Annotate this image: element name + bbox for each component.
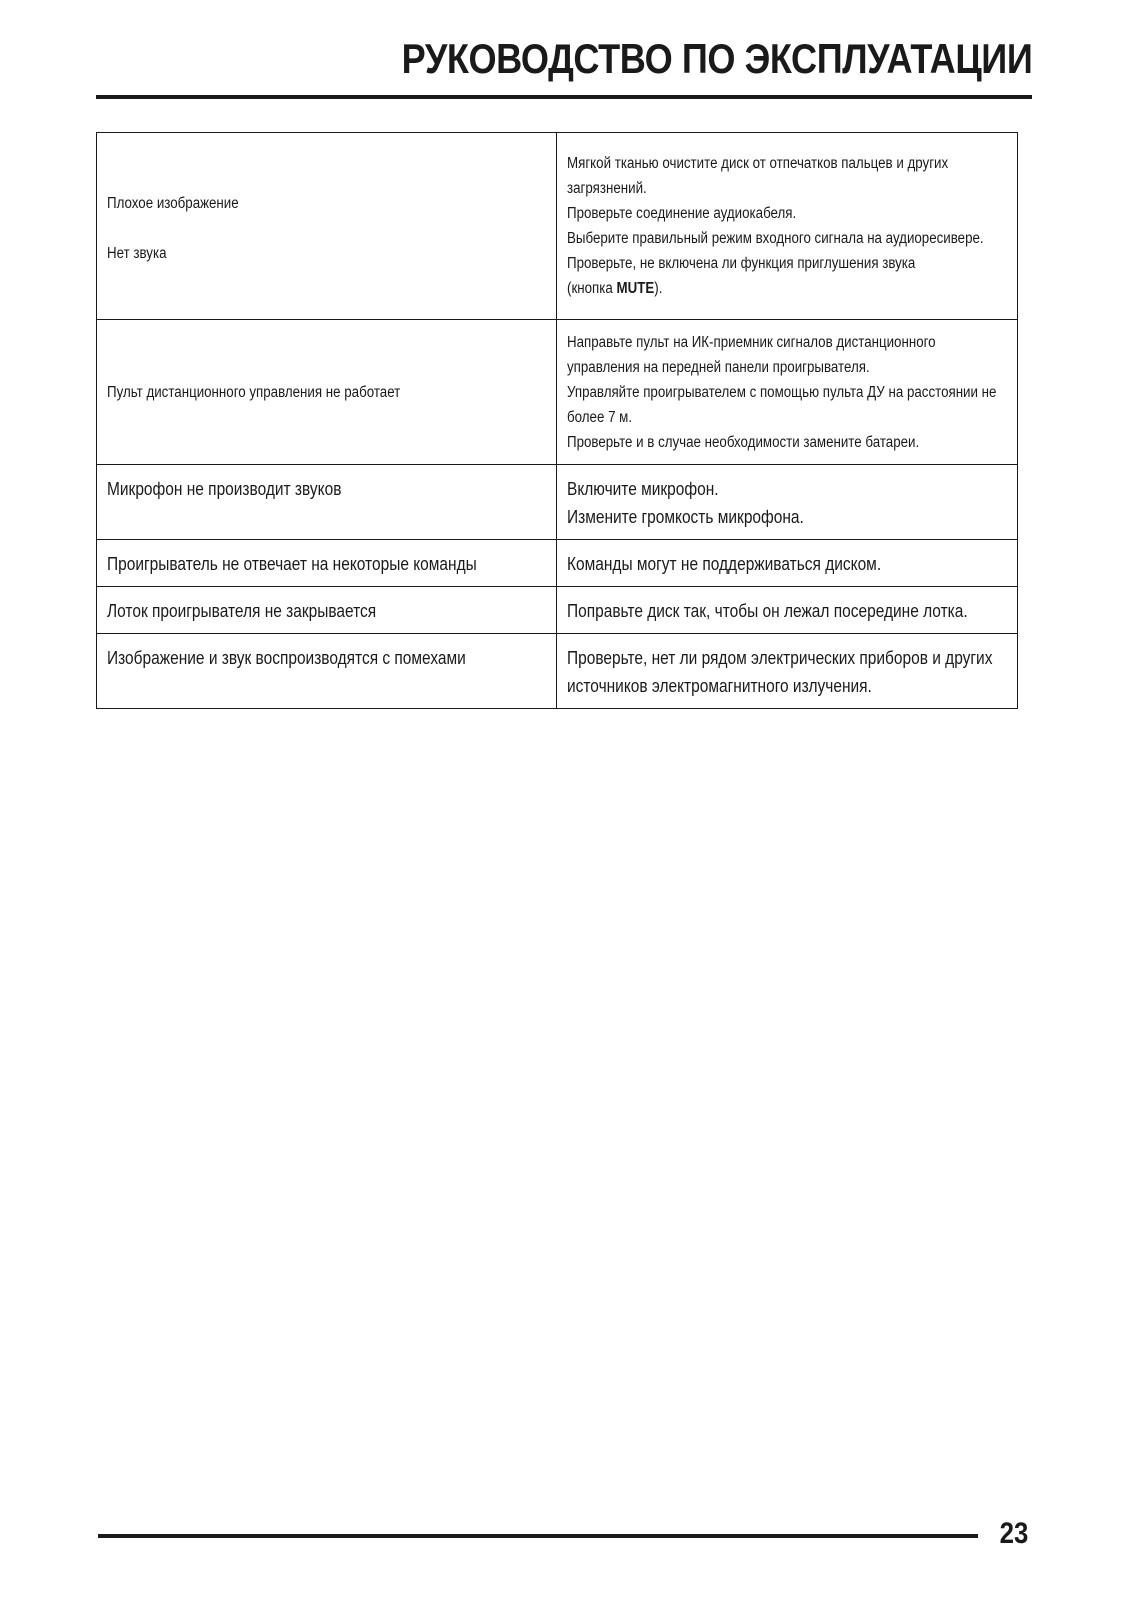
solution-text: Поправьте диск так, чтобы он лежал посередине лотка. bbox=[567, 601, 968, 621]
problem-cell bbox=[97, 320, 557, 465]
problem-cell bbox=[97, 540, 557, 587]
problem-text: Нет звука bbox=[107, 244, 167, 262]
solution-text: Мягкой тканью очистите диск от отпечатков пальцев и других загрязнений. bbox=[567, 155, 949, 197]
problem-text: Лоток проигрывателя не закрывается bbox=[107, 601, 377, 621]
table-row bbox=[97, 320, 1018, 465]
mute-prefix: (кнопка bbox=[567, 280, 617, 297]
problem-cell bbox=[97, 133, 557, 320]
table-row bbox=[97, 133, 1018, 320]
solution-cell bbox=[557, 133, 1018, 320]
page-header bbox=[96, 0, 1032, 99]
solution-text: Направьте пульт на ИК-приемник сигналов дистанционного управления на передней панели проигрывателя. Управляйте проигрывателем с помощью пульта ДУ на расстоянии не более 7 м. Проверьте и в случае необходимости замените батареи. bbox=[567, 333, 997, 451]
problem-text: Микрофон не производит звуков bbox=[107, 479, 342, 499]
problem-cell bbox=[97, 634, 557, 709]
solution-text: Проверьте, нет ли рядом электрических приборов и других источников электромагнитного излучения. bbox=[567, 648, 993, 696]
solution-cell bbox=[557, 320, 1018, 465]
problem-text: Изображение и звук воспроизводятся с помехами bbox=[107, 648, 466, 668]
table-row bbox=[97, 465, 1018, 540]
table-row bbox=[97, 587, 1018, 634]
table-row bbox=[97, 634, 1018, 709]
solution-text-mute bbox=[567, 276, 1006, 301]
footer-rule bbox=[98, 1534, 978, 1538]
problem-text: Проигрыватель не отвечает на некоторые команды bbox=[107, 554, 477, 574]
solution-cell bbox=[557, 540, 1018, 587]
solution-text: Проверьте, не включена ли функция приглушения звука bbox=[567, 255, 916, 272]
problem-text: Плохое изображение bbox=[107, 194, 239, 212]
solution-text: Выберите правильный режим входного сигнала на аудиоресивере. bbox=[567, 230, 984, 247]
solution-cell bbox=[557, 465, 1018, 540]
solution-text: Включите микрофон. Измените громкость микрофона. bbox=[567, 479, 804, 527]
solution-cell bbox=[557, 587, 1018, 634]
page-title: РУКОВОДСТВО ПО ЭКСПЛУАТАЦИИ bbox=[401, 35, 1032, 82]
solution-cell bbox=[557, 634, 1018, 709]
table-row bbox=[97, 540, 1018, 587]
mute-key-label: MUTE bbox=[616, 280, 655, 297]
problem-cell bbox=[97, 587, 557, 634]
problem-text: Пульт дистанционного управления не работает bbox=[107, 383, 401, 401]
page-number: 23 bbox=[999, 1517, 1028, 1550]
mute-suffix: ). bbox=[654, 280, 663, 297]
troubleshooting-table bbox=[96, 132, 1018, 709]
solution-text: Команды могут не поддерживаться диском. bbox=[567, 554, 882, 574]
solution-text: Проверьте соединение аудиокабеля. bbox=[567, 205, 797, 222]
problem-cell bbox=[97, 465, 557, 540]
